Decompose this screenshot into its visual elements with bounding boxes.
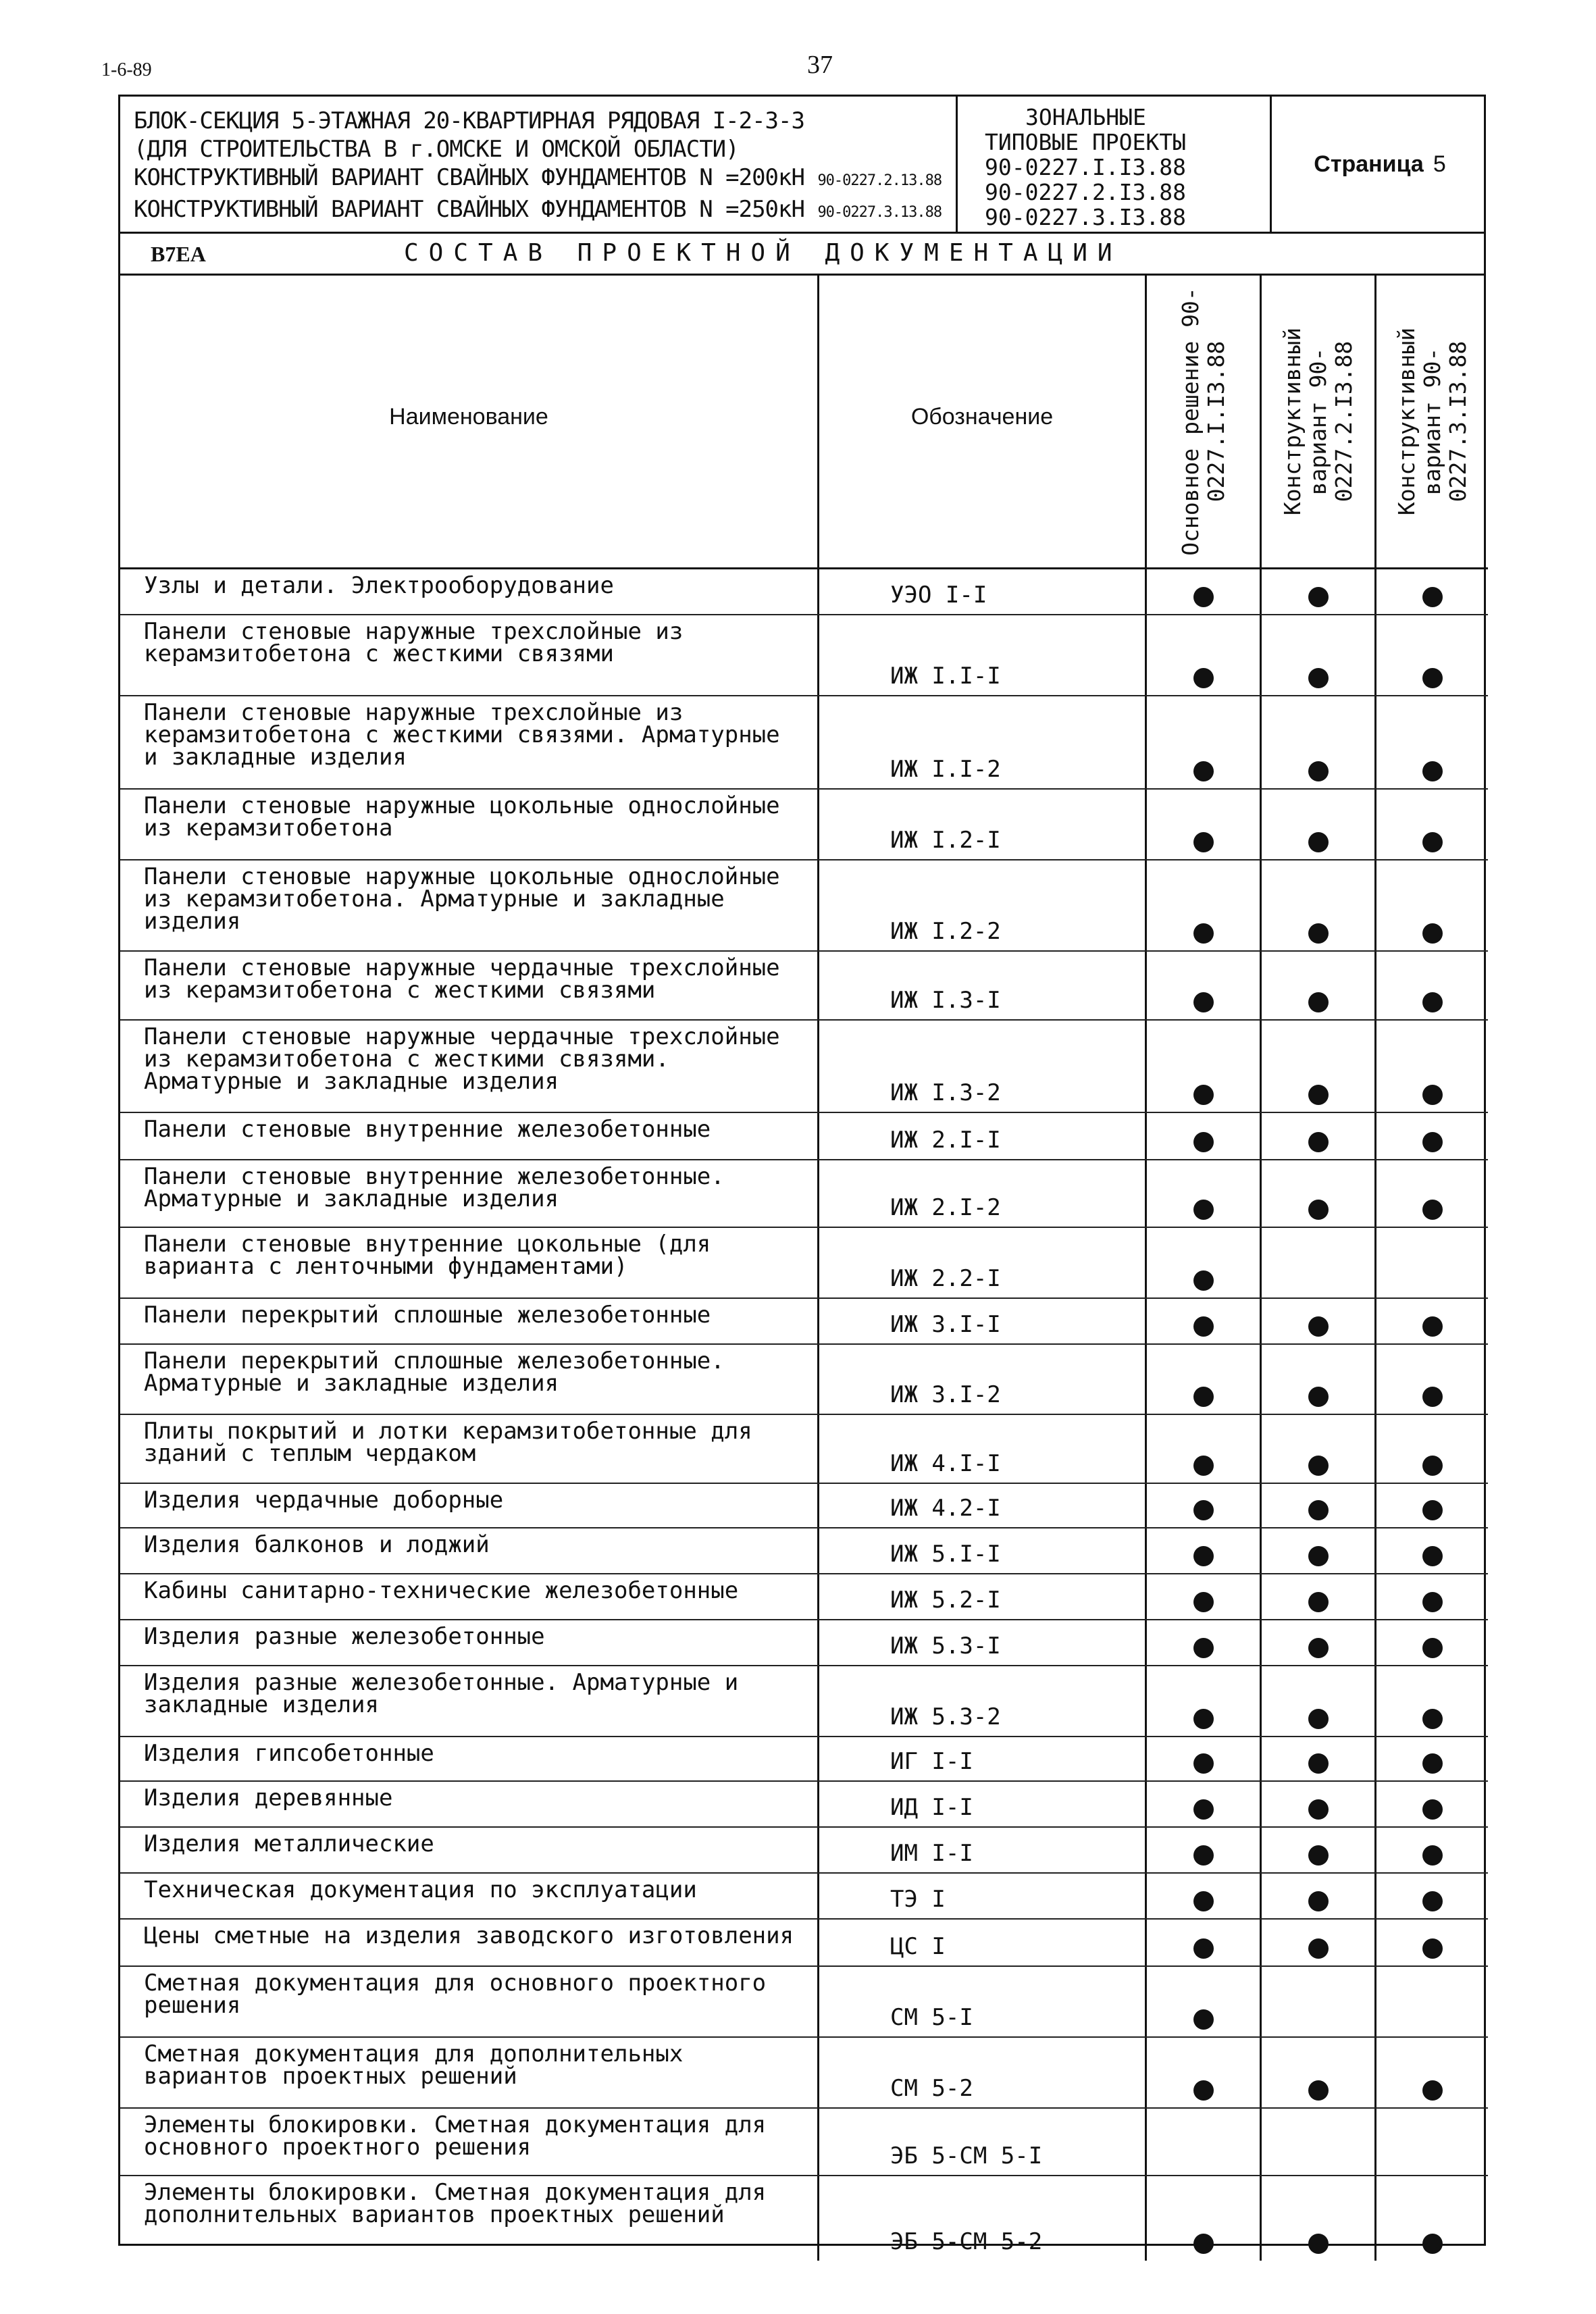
row-mark-cell-1 — [1147, 1021, 1262, 1112]
table-row — [120, 1620, 1488, 1666]
table-row — [120, 1228, 1488, 1299]
row-name: Панели стеновые наружные трехслойные из керамзитобетона с жесткими связями. Арматурные и закладные изделия — [120, 696, 819, 788]
documents-table-body — [120, 569, 1488, 2261]
row-designation: ИЖ I.I-I — [819, 615, 1147, 695]
included-dot-icon — [1422, 2234, 1443, 2254]
row-mark-cell-3 — [1376, 1874, 1488, 1918]
row-designation: ИЖ 2.2-I — [819, 1228, 1147, 1297]
row-mark-cell-3 — [1376, 569, 1488, 614]
table-row — [120, 1299, 1488, 1345]
zonal-line: 90-0227.I.I3.88 — [985, 154, 1187, 180]
included-dot-icon — [1422, 1132, 1443, 1152]
row-mark-cell-3 — [1376, 615, 1488, 695]
included-dot-icon — [1193, 1891, 1214, 1911]
included-dot-icon — [1422, 1592, 1443, 1612]
col-header-variant-1: Основное решение 90-0227.I.I3.88 — [1147, 276, 1262, 569]
table-row — [120, 696, 1488, 790]
row-mark-cell-2 — [1262, 952, 1376, 1019]
zonal-line: ЗОНАЛЬНЫЕ — [1025, 104, 1146, 130]
row-mark-cell-2 — [1262, 1620, 1376, 1665]
row-designation: УЭО I-I — [819, 569, 1147, 614]
included-dot-icon — [1308, 1456, 1329, 1476]
row-mark-cell-1 — [1147, 1113, 1262, 1159]
table-row — [120, 952, 1488, 1021]
row-name: Элементы блокировки. Сметная документация для основного проектного решения — [120, 2109, 819, 2175]
row-name: Изделия металлические — [120, 1828, 819, 1872]
row-name: Изделия балконов и лоджий — [120, 1528, 819, 1573]
table-row — [120, 1415, 1488, 1484]
row-name: Панели стеновые внутренние цокольные (для варианта с ленточными фундаментами) — [120, 1228, 819, 1297]
row-mark-cell-1 — [1147, 1920, 1262, 1965]
included-dot-icon — [1193, 668, 1214, 688]
row-name: Изделия разные железобетонные. Арматурные и закладные изделия — [120, 1666, 819, 1736]
table-row — [120, 2176, 1488, 2261]
included-dot-icon — [1422, 1085, 1443, 1105]
row-mark-cell-3 — [1376, 1574, 1488, 1619]
included-dot-icon — [1308, 2234, 1329, 2254]
row-name: Панели перекрытий сплошные железобетонные — [120, 1299, 819, 1343]
row-mark-cell-2 — [1262, 1737, 1376, 1780]
row-mark-cell-3 — [1376, 1620, 1488, 1665]
included-dot-icon — [1308, 1200, 1329, 1220]
row-designation: ИЖ 2.I-2 — [819, 1160, 1147, 1227]
included-dot-icon — [1308, 1132, 1329, 1152]
sheet-stamp: 1-6-89 — [101, 59, 152, 80]
row-mark-cell-3 — [1376, 1967, 1488, 2036]
row-mark-cell-2 — [1262, 1782, 1376, 1826]
row-name: Сметная документация для основного проектного решения — [120, 1967, 819, 2036]
included-dot-icon — [1193, 992, 1214, 1012]
included-dot-icon — [1193, 1085, 1214, 1105]
row-designation: ЦС I — [819, 1920, 1147, 1965]
row-designation: ИЖ 3.I-I — [819, 1299, 1147, 1343]
row-designation: ИЖ 2.I-I — [819, 1113, 1147, 1159]
included-dot-icon — [1308, 1845, 1329, 1866]
included-dot-icon — [1308, 668, 1329, 688]
row-mark-cell-3 — [1376, 1920, 1488, 1965]
row-designation: ИЖ 5.3-2 — [819, 1666, 1147, 1736]
included-dot-icon — [1422, 587, 1443, 607]
sheet-page-block — [1272, 97, 1488, 232]
included-dot-icon — [1422, 1387, 1443, 1407]
row-mark-cell-1 — [1147, 1160, 1262, 1227]
included-dot-icon — [1422, 1316, 1443, 1337]
table-row — [120, 569, 1488, 615]
included-dot-icon — [1422, 1799, 1443, 1820]
row-designation: ИЖ 5.3-I — [819, 1620, 1147, 1665]
row-mark-cell-1 — [1147, 696, 1262, 788]
row-mark-cell-2 — [1262, 1228, 1376, 1297]
table-row — [120, 1967, 1488, 2038]
included-dot-icon — [1308, 832, 1329, 852]
row-mark-cell-2 — [1262, 1415, 1376, 1483]
row-mark-cell-2 — [1262, 615, 1376, 695]
included-dot-icon — [1422, 923, 1443, 944]
table-row — [120, 1666, 1488, 1737]
included-dot-icon — [1308, 1387, 1329, 1407]
included-dot-icon — [1422, 1753, 1443, 1774]
row-mark-cell-3 — [1376, 790, 1488, 859]
included-dot-icon — [1193, 1845, 1214, 1866]
row-name: Сметная документация для дополнительных вариантов проектных решений — [120, 2038, 819, 2107]
row-mark-cell-1 — [1147, 1299, 1262, 1343]
row-designation: ИЖ 4.2-I — [819, 1484, 1147, 1527]
title-line: КОНСТРУКТИВНЫЙ ВАРИАНТ СВАЙНЫХ ФУНДАМЕНТОВ N =250кН 90-0227.3.13.88 — [134, 196, 942, 223]
col-header-variant-2: Конструктивный вариант 90-0227.2.I3.88 — [1262, 276, 1376, 569]
row-mark-cell-2 — [1262, 1574, 1376, 1619]
row-name: Панели стеновые внутренние железобетонные — [120, 1113, 819, 1159]
included-dot-icon — [1308, 1638, 1329, 1658]
row-name: Техническая документация по эксплуатации — [120, 1874, 819, 1918]
row-mark-cell-3 — [1376, 2176, 1488, 2261]
title-line: (ДЛЯ СТРОИТЕЛЬСТВА В г.ОМСКЕ И ОМСКОЙ ОБЛАСТИ) — [134, 136, 739, 163]
row-name: Изделия разные железобетонные — [120, 1620, 819, 1665]
included-dot-icon — [1193, 1709, 1214, 1729]
section-title: СОСТАВ ПРОЕКТНОЙ ДОКУМЕНТАЦИИ — [404, 239, 1123, 267]
included-dot-icon — [1308, 1085, 1329, 1105]
row-mark-cell-1 — [1147, 860, 1262, 950]
included-dot-icon — [1422, 992, 1443, 1012]
col-header-variant-3: Конструктивный вариант 90-0227.3.I3.88 — [1376, 276, 1488, 569]
row-mark-cell-1 — [1147, 615, 1262, 695]
row-mark-cell-2 — [1262, 1484, 1376, 1527]
included-dot-icon — [1308, 1753, 1329, 1774]
table-row — [120, 1345, 1488, 1415]
included-dot-icon — [1308, 923, 1329, 944]
row-mark-cell-1 — [1147, 1666, 1262, 1736]
page-value: 5 — [1433, 151, 1446, 177]
included-dot-icon — [1422, 2080, 1443, 2101]
included-dot-icon — [1193, 1200, 1214, 1220]
included-dot-icon — [1422, 668, 1443, 688]
page-label: Страница — [1314, 151, 1424, 177]
table-row — [120, 1574, 1488, 1620]
row-mark-cell-1 — [1147, 1782, 1262, 1826]
document-frame — [118, 95, 1486, 2255]
row-mark-cell-2 — [1262, 1967, 1376, 2036]
included-dot-icon — [1193, 587, 1214, 607]
included-dot-icon — [1308, 1938, 1329, 1959]
row-designation: ИГ I-I — [819, 1737, 1147, 1780]
row-mark-cell-3 — [1376, 1228, 1488, 1297]
row-mark-cell-1 — [1147, 1484, 1262, 1527]
row-designation: ИЖ 5.I-I — [819, 1528, 1147, 1573]
row-mark-cell-3 — [1376, 1113, 1488, 1159]
row-designation: ИЖ 4.I-I — [819, 1415, 1147, 1483]
included-dot-icon — [1193, 1638, 1214, 1658]
zonal-line: ТИПОВЫЕ ПРОЕКТЫ — [985, 129, 1187, 155]
included-dot-icon — [1193, 1387, 1214, 1407]
row-mark-cell-1 — [1147, 1874, 1262, 1918]
row-designation: ИЖ 3.I-2 — [819, 1345, 1147, 1414]
table-row — [120, 860, 1488, 952]
row-mark-cell-2 — [1262, 1299, 1376, 1343]
zonal-line: 90-0227.2.I3.88 — [985, 179, 1187, 205]
row-name: Элементы блокировки. Сметная документация для дополнительных вариантов проектных решений — [120, 2176, 819, 2261]
row-name: Панели стеновые наружные трехслойные из керамзитобетона с жесткими связями — [120, 615, 819, 695]
section-band — [120, 232, 1484, 276]
included-dot-icon — [1308, 1500, 1329, 1520]
included-dot-icon — [1193, 1753, 1214, 1774]
included-dot-icon — [1193, 1132, 1214, 1152]
row-mark-cell-3 — [1376, 696, 1488, 788]
row-mark-cell-1 — [1147, 1620, 1262, 1665]
row-mark-cell-3 — [1376, 1782, 1488, 1826]
row-name: Панели стеновые внутренние железобетонные. Арматурные и закладные изделия — [120, 1160, 819, 1227]
row-mark-cell-2 — [1262, 696, 1376, 788]
included-dot-icon — [1193, 1456, 1214, 1476]
included-dot-icon — [1308, 1799, 1329, 1820]
table-row — [120, 1484, 1488, 1528]
row-name: Изделия деревянные — [120, 1782, 819, 1826]
row-designation: ИЖ I.I-2 — [819, 696, 1147, 788]
row-mark-cell-3 — [1376, 860, 1488, 950]
row-name: Панели стеновые наружные цокольные однослойные из керамзитобетона — [120, 790, 819, 859]
row-designation: СМ 5-2 — [819, 2038, 1147, 2107]
row-mark-cell-3 — [1376, 1666, 1488, 1736]
included-dot-icon — [1193, 1938, 1214, 1959]
table-row — [120, 1113, 1488, 1160]
row-mark-cell-2 — [1262, 1160, 1376, 1227]
row-mark-cell-2 — [1262, 1113, 1376, 1159]
table-row — [120, 2038, 1488, 2109]
row-mark-cell-2 — [1262, 1920, 1376, 1965]
row-designation: ТЭ I — [819, 1874, 1147, 1918]
table-row — [120, 1528, 1488, 1574]
row-mark-cell-3 — [1376, 1415, 1488, 1483]
table-row — [120, 615, 1488, 696]
row-designation: ИЖ I.3-2 — [819, 1021, 1147, 1112]
included-dot-icon — [1308, 1546, 1329, 1566]
row-name: Панели стеновые наружные чердачные трехслойные из керамзитобетона с жесткими связями — [120, 952, 819, 1019]
row-name: Кабины санитарно-технические железобетонные — [120, 1574, 819, 1619]
row-mark-cell-2 — [1262, 1874, 1376, 1918]
included-dot-icon — [1422, 832, 1443, 852]
row-mark-cell-2 — [1262, 1828, 1376, 1872]
included-dot-icon — [1422, 1938, 1443, 1959]
row-designation: ИЖ I.2-I — [819, 790, 1147, 859]
row-designation: ИМ I-I — [819, 1828, 1147, 1872]
zonal-line: 90-0227.3.I3.88 — [985, 204, 1187, 230]
included-dot-icon — [1422, 1709, 1443, 1729]
table-row — [120, 1021, 1488, 1113]
table-row — [120, 2109, 1488, 2176]
included-dot-icon — [1193, 2234, 1214, 2254]
row-mark-cell-1 — [1147, 569, 1262, 614]
table-row — [120, 790, 1488, 860]
row-mark-cell-3 — [1376, 1528, 1488, 1573]
row-designation: ИЖ I.2-2 — [819, 860, 1147, 950]
row-mark-cell-1 — [1147, 1574, 1262, 1619]
included-dot-icon — [1308, 1592, 1329, 1612]
row-mark-cell-3 — [1376, 1021, 1488, 1112]
included-dot-icon — [1422, 1845, 1443, 1866]
included-dot-icon — [1193, 761, 1214, 781]
table-row — [120, 1737, 1488, 1782]
included-dot-icon — [1193, 1546, 1214, 1566]
row-mark-cell-1 — [1147, 1228, 1262, 1297]
included-dot-icon — [1422, 761, 1443, 781]
row-designation: ИД I-I — [819, 1782, 1147, 1826]
included-dot-icon — [1193, 923, 1214, 944]
row-mark-cell-2 — [1262, 2109, 1376, 2175]
row-mark-cell-1 — [1147, 2109, 1262, 2175]
row-mark-cell-1 — [1147, 1528, 1262, 1573]
row-name: Панели стеновые наружные цокольные однослойные из керамзитобетона. Арматурные и закладные изделия — [120, 860, 819, 950]
row-mark-cell-2 — [1262, 2038, 1376, 2107]
included-dot-icon — [1193, 1270, 1214, 1291]
row-mark-cell-3 — [1376, 1160, 1488, 1227]
row-designation: СМ 5-I — [819, 1967, 1147, 2036]
col-header-name: Наименование — [120, 276, 819, 569]
row-mark-cell-1 — [1147, 1828, 1262, 1872]
row-mark-cell-2 — [1262, 1528, 1376, 1573]
row-mark-cell-3 — [1376, 1737, 1488, 1780]
table-row — [120, 1782, 1488, 1828]
row-mark-cell-3 — [1376, 1299, 1488, 1343]
row-name: Панели стеновые наружные чердачные трехслойные из керамзитобетона с жесткими связями. Арматурные и закладные изделия — [120, 1021, 819, 1112]
title-line: БЛОК-СЕКЦИЯ 5-ЭТАЖНАЯ 20-КВАРТИРНАЯ РЯДОВАЯ I-2-3-3 — [134, 107, 804, 134]
row-mark-cell-2 — [1262, 569, 1376, 614]
row-designation: ЭБ 5-СМ 5-2 — [819, 2176, 1147, 2261]
included-dot-icon — [1193, 1500, 1214, 1520]
row-mark-cell-1 — [1147, 1737, 1262, 1780]
row-mark-cell-2 — [1262, 1666, 1376, 1736]
included-dot-icon — [1422, 1456, 1443, 1476]
included-dot-icon — [1193, 832, 1214, 852]
included-dot-icon — [1308, 587, 1329, 607]
row-mark-cell-1 — [1147, 2038, 1262, 2107]
table-row — [120, 1920, 1488, 1967]
included-dot-icon — [1193, 1316, 1214, 1337]
col-header-designation: Обозначение — [819, 276, 1147, 569]
included-dot-icon — [1308, 1709, 1329, 1729]
row-mark-cell-1 — [1147, 1345, 1262, 1414]
included-dot-icon — [1193, 2009, 1214, 2030]
included-dot-icon — [1422, 1638, 1443, 1658]
included-dot-icon — [1308, 1316, 1329, 1337]
title-line: КОНСТРУКТИВНЫЙ ВАРИАНТ СВАЙНЫХ ФУНДАМЕНТОВ N =200кН 90-0227.2.13.88 — [134, 164, 942, 191]
row-name: Панели перекрытий сплошные железобетонные. Арматурные и закладные изделия — [120, 1345, 819, 1414]
row-mark-cell-2 — [1262, 1021, 1376, 1112]
row-mark-cell-3 — [1376, 1484, 1488, 1527]
included-dot-icon — [1422, 1546, 1443, 1566]
row-designation: ИЖ 5.2-I — [819, 1574, 1147, 1619]
row-mark-cell-1 — [1147, 1415, 1262, 1483]
row-mark-cell-1 — [1147, 790, 1262, 859]
row-name: Изделия гипсобетонные — [120, 1737, 819, 1780]
included-dot-icon — [1308, 2080, 1329, 2101]
included-dot-icon — [1308, 1891, 1329, 1911]
row-designation: ЭБ 5-СМ 5-I — [819, 2109, 1147, 2175]
project-code: 90-0227.3.13.88 — [817, 204, 942, 221]
project-code: 90-0227.2.13.88 — [817, 172, 942, 189]
row-mark-cell-3 — [1376, 1828, 1488, 1872]
included-dot-icon — [1193, 1592, 1214, 1612]
row-mark-cell-1 — [1147, 1967, 1262, 2036]
table-row — [120, 1874, 1488, 1920]
included-dot-icon — [1422, 1500, 1443, 1520]
included-dot-icon — [1422, 1200, 1443, 1220]
row-mark-cell-2 — [1262, 860, 1376, 950]
table-row — [120, 1160, 1488, 1228]
included-dot-icon — [1193, 2080, 1214, 2101]
section-code: В7ЕА — [151, 242, 206, 266]
row-mark-cell-2 — [1262, 2176, 1376, 2261]
row-mark-cell-1 — [1147, 952, 1262, 1019]
page-number: 37 — [807, 51, 833, 79]
row-mark-cell-3 — [1376, 2038, 1488, 2107]
row-mark-cell-3 — [1376, 952, 1488, 1019]
row-mark-cell-2 — [1262, 1345, 1376, 1414]
row-name: Плиты покрытий и лотки керамзитобетонные для зданий с теплым чердаком — [120, 1415, 819, 1483]
included-dot-icon — [1308, 761, 1329, 781]
row-name: Узлы и детали. Электрооборудование — [120, 569, 819, 614]
row-mark-cell-2 — [1262, 790, 1376, 859]
table-row — [120, 1828, 1488, 1874]
title-block — [120, 97, 958, 232]
zonal-projects-block — [958, 97, 1272, 232]
row-name: Изделия чердачные доборные — [120, 1484, 819, 1527]
row-designation: ИЖ I.3-I — [819, 952, 1147, 1019]
included-dot-icon — [1422, 1891, 1443, 1911]
row-mark-cell-1 — [1147, 2176, 1262, 2261]
row-name: Цены сметные на изделия заводского изготовления — [120, 1920, 819, 1965]
row-mark-cell-3 — [1376, 1345, 1488, 1414]
included-dot-icon — [1308, 992, 1329, 1012]
row-mark-cell-3 — [1376, 2109, 1488, 2175]
included-dot-icon — [1193, 1799, 1214, 1820]
